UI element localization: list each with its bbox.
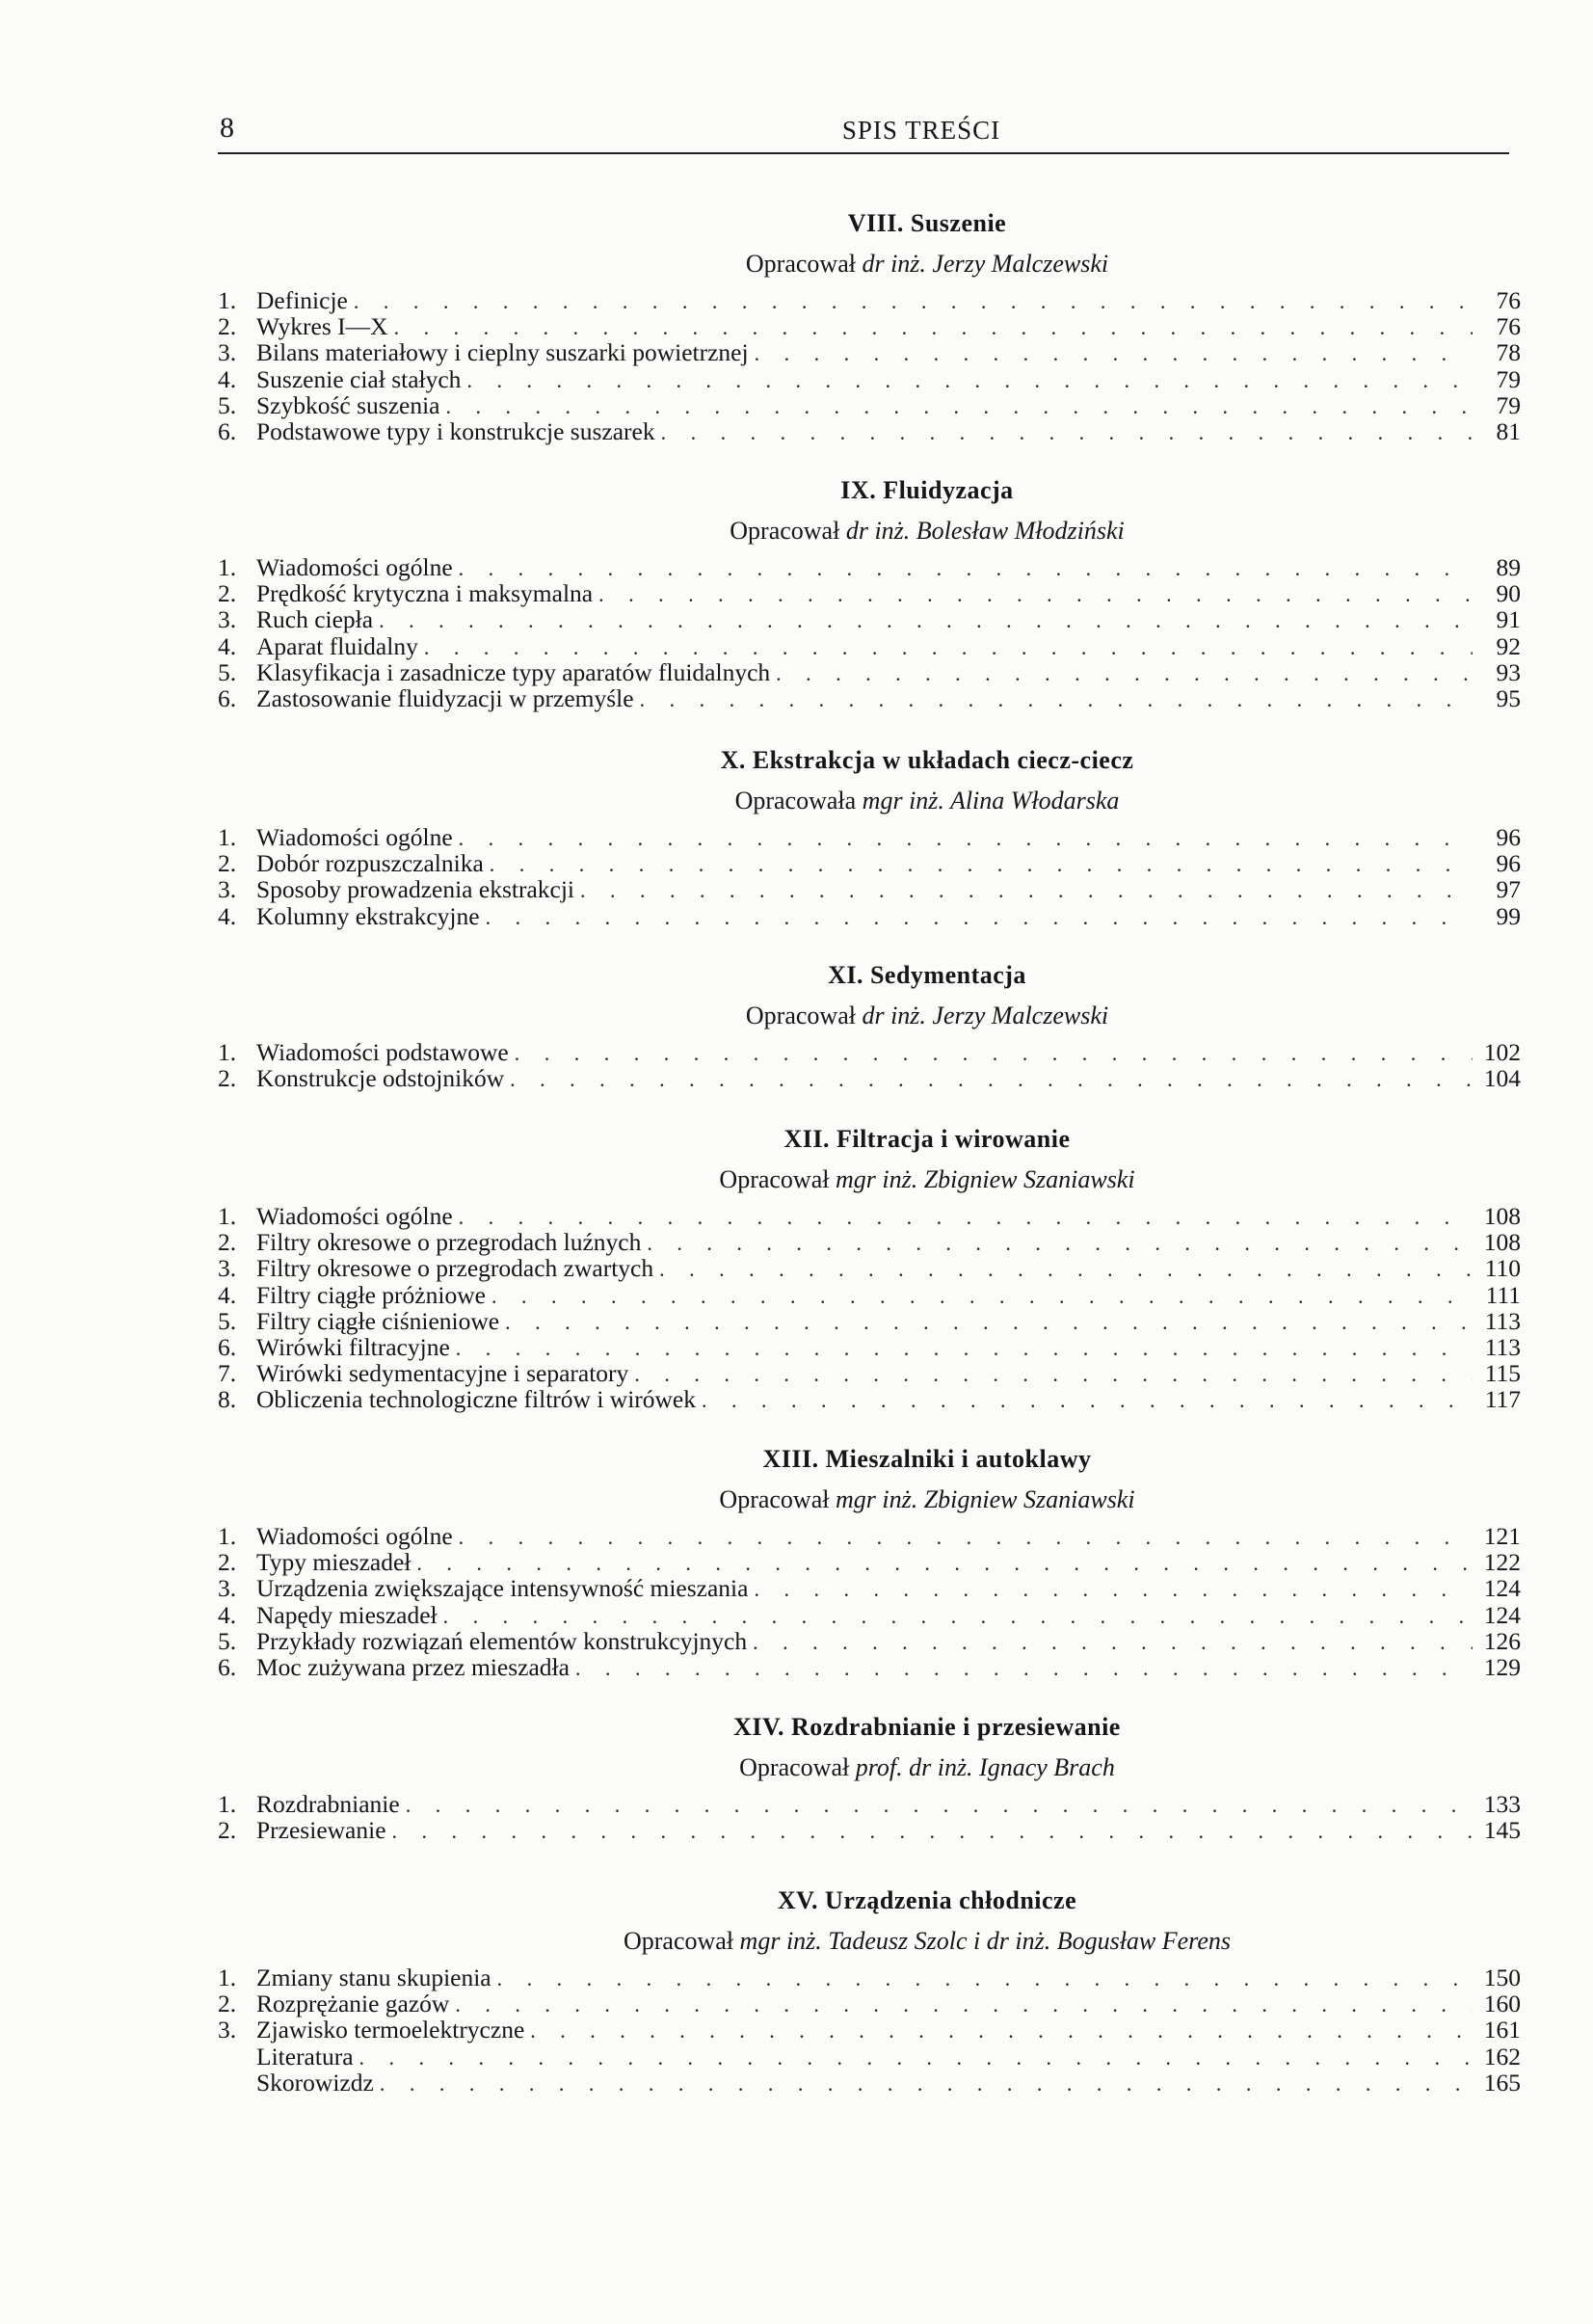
entry-title: Zmiany stanu skupienia [256, 1963, 491, 1991]
entry-page-number: 126 [1483, 1626, 1521, 1655]
entry-title: Zjawisko termoelektryczne [256, 2016, 525, 2044]
dot-leader [354, 288, 1473, 314]
entry-number: 4. [218, 631, 237, 660]
dot-leader [394, 314, 1473, 340]
entry-number: 4. [218, 364, 237, 393]
entry-title: Literatura [256, 2042, 354, 2070]
entry-number: 1. [218, 1038, 237, 1066]
entry-title: Filtry ciągłe próżniowe [256, 1280, 486, 1309]
entry-number: 4. [218, 901, 237, 930]
dot-leader [416, 1550, 1473, 1576]
section-author [218, 1161, 1521, 1199]
entry-number: 4. [218, 1600, 237, 1629]
toc-entry[interactable] [218, 580, 1521, 606]
toc-entry[interactable] [218, 1229, 1521, 1255]
entry-page-number: 76 [1496, 286, 1521, 314]
toc-entry[interactable] [218, 1282, 1521, 1308]
entry-page-number: 79 [1496, 364, 1521, 393]
entry-page-number: 124 [1483, 1574, 1521, 1603]
toc-section [218, 202, 1521, 444]
entry-number: 2. [218, 312, 237, 341]
entry-title: Wykres I—X [256, 312, 388, 341]
dot-leader [510, 1066, 1473, 1092]
section-title: VIII. Suszenie [847, 209, 1007, 237]
entry-page-number: 108 [1483, 1202, 1521, 1230]
author-name: mgr inż. Alina Włodarska [862, 787, 1120, 815]
entry-number: 6. [218, 1332, 237, 1361]
entry-title: Typy mieszadeł [256, 1548, 412, 1577]
toc-entry[interactable] [218, 287, 1521, 313]
author-prefix: Opracował [719, 1165, 830, 1193]
dot-leader [455, 1991, 1473, 2017]
entry-number: 6. [218, 1652, 237, 1681]
toc-section [218, 739, 1521, 929]
author-name: mgr inż. Zbigniew Szaniawski [835, 1485, 1135, 1513]
entry-title: Dobór rozpuszczalnika [256, 849, 484, 878]
author-name: dr inż. Jerzy Malczewski [862, 250, 1109, 278]
toc-entry[interactable] [218, 1654, 1521, 1680]
author-name: prof. dr inż. Ignacy Brach [855, 1753, 1115, 1781]
dot-leader [659, 1256, 1473, 1282]
entry-title: Rozdrabnianie [256, 1790, 400, 1818]
toc-entry[interactable] [218, 1065, 1521, 1091]
toc-entry[interactable] [218, 1791, 1521, 1817]
toc-entry[interactable] [218, 1549, 1521, 1575]
entry-page-number: 122 [1483, 1548, 1521, 1577]
entry-title: Wirówki filtracyjne [256, 1332, 450, 1361]
entry-title: Skorowizdz [256, 2068, 374, 2097]
entry-title: Wiadomości ogólne [256, 553, 453, 581]
dot-leader [486, 904, 1473, 930]
author-prefix: Opracował [745, 250, 856, 278]
entry-number: 6. [218, 416, 237, 445]
entry-number: 2. [218, 1990, 237, 2018]
entry-title: Filtry okresowe o przegrodach luźnych [256, 1228, 642, 1257]
dot-leader [754, 1576, 1473, 1602]
toc-entry[interactable] [218, 1628, 1521, 1654]
entry-title: Klasyfikacja i zasadnicze typy aparatów fluidalnych [256, 657, 771, 686]
toc-entry[interactable] [218, 2070, 1521, 2096]
entry-number: 3. [218, 1574, 237, 1603]
entry-number: 6. [218, 683, 237, 712]
entry-title: Podstawowe typy i konstrukcje suszarek [256, 416, 655, 445]
entry-title: Definicje [256, 286, 348, 314]
toc-entry[interactable] [218, 1575, 1521, 1601]
toc-entry[interactable] [218, 903, 1521, 929]
toc-entry[interactable] [218, 1817, 1521, 1843]
dot-leader [640, 686, 1473, 712]
entry-number: 1. [218, 1963, 237, 1991]
entry-number: 5. [218, 657, 237, 686]
entry-page-number: 115 [1484, 1359, 1521, 1388]
entry-title: Urządzenia zwiększające intensywność mieszania [256, 1574, 749, 1603]
toc-entry[interactable] [218, 606, 1521, 632]
author-name: dr inż. Jerzy Malczewski [862, 1002, 1109, 1029]
entry-number: 2. [218, 849, 237, 878]
entry-number: 1. [218, 553, 237, 581]
entry-page-number: 113 [1484, 1306, 1521, 1335]
entry-page-number: 111 [1485, 1280, 1521, 1309]
toc-entry[interactable] [218, 1203, 1521, 1229]
toc-entry[interactable] [218, 1255, 1521, 1281]
dot-leader [515, 1040, 1473, 1066]
entry-page-number: 117 [1484, 1385, 1521, 1414]
toc-entry[interactable] [218, 339, 1521, 365]
entry-page-number: 90 [1496, 579, 1521, 608]
toc-entry[interactable] [218, 2017, 1521, 2043]
toc-entry[interactable] [218, 1308, 1521, 1334]
dot-leader [505, 1309, 1473, 1335]
toc-entry[interactable] [218, 633, 1521, 659]
entry-title: Wirówki sedymentacyjne i separatory [256, 1359, 629, 1388]
toc-entry[interactable] [218, 554, 1521, 580]
entry-number: 1. [218, 823, 237, 851]
toc-section [218, 469, 1521, 711]
entry-title: Zastosowanie fluidyzacji w przemyśle [256, 683, 634, 712]
toc-entry[interactable] [218, 392, 1521, 418]
dot-leader [647, 1230, 1473, 1256]
entry-number: 3. [218, 2016, 237, 2044]
entry-title: Szybkość suszenia [256, 390, 440, 419]
toc-section [218, 954, 1521, 1091]
toc-entry[interactable] [218, 876, 1521, 902]
dot-leader [459, 1204, 1473, 1230]
entry-page-number: 76 [1496, 312, 1521, 341]
dot-leader [755, 340, 1473, 366]
entry-number: 1. [218, 1522, 237, 1550]
entry-number: 2. [218, 579, 237, 608]
dot-leader [575, 1655, 1473, 1681]
dot-leader [776, 660, 1473, 686]
section-author [218, 512, 1521, 550]
dot-leader [634, 1361, 1473, 1387]
entry-page-number: 91 [1496, 605, 1521, 634]
dot-leader [446, 393, 1473, 419]
toc-entry[interactable] [218, 1334, 1521, 1360]
running-title: SPIS TREŚCI [841, 116, 1001, 145]
author-name: mgr inż. Zbigniew Szaniawski [835, 1165, 1135, 1193]
entry-number: 2. [218, 1816, 237, 1845]
section-title: X. Ekstrakcja w układach ciecz-ciecz [720, 746, 1134, 774]
entry-title: Wiadomości podstawowe [256, 1038, 509, 1066]
section-author [218, 245, 1521, 283]
entry-title: Sposoby prowadzenia ekstrakcji [256, 875, 574, 904]
dot-leader [406, 1792, 1473, 1818]
author-prefix: Opracował [730, 517, 840, 545]
toc-entry[interactable] [218, 1964, 1521, 1990]
dot-leader [490, 851, 1473, 877]
entry-number: 2. [218, 1228, 237, 1257]
entry-page-number: 121 [1483, 1522, 1521, 1550]
toc-section [218, 1880, 1521, 2096]
entry-page-number: 78 [1496, 338, 1521, 367]
toc-entry[interactable] [218, 418, 1521, 444]
dot-leader [456, 1335, 1473, 1361]
entry-number: 3. [218, 605, 237, 634]
entry-page-number: 160 [1483, 1990, 1521, 2018]
dot-leader [459, 555, 1473, 581]
entry-title: Obliczenia technologiczne filtrów i wirówek [256, 1385, 696, 1414]
section-title: XI. Sedymentacja [828, 961, 1026, 989]
dot-leader [379, 607, 1473, 633]
toc-entry[interactable] [218, 824, 1521, 850]
entry-number: 5. [218, 390, 237, 419]
entry-page-number: 89 [1496, 553, 1521, 581]
entry-page-number: 102 [1483, 1038, 1521, 1066]
entry-number: 3. [218, 1254, 237, 1283]
section-author [218, 782, 1521, 820]
entry-title: Konstrukcje odstojników [256, 1064, 505, 1093]
author-prefix: Opracował [745, 1002, 856, 1029]
entry-title: Ruch ciepła [256, 605, 374, 634]
entry-number: 4. [218, 1280, 237, 1309]
toc-section [218, 1438, 1521, 1680]
entry-number: 1. [218, 286, 237, 314]
toc-section [218, 1706, 1521, 1843]
author-prefix: Opracował [739, 1753, 850, 1781]
dot-leader [530, 2017, 1473, 2044]
entry-number: 1. [218, 1202, 237, 1230]
dot-leader [491, 1283, 1473, 1309]
entry-number: 5. [218, 1626, 237, 1655]
toc-entry[interactable] [218, 2044, 1521, 2070]
entry-title: Wiadomości ogólne [256, 1202, 453, 1230]
entry-title: Filtry ciągłe ciśnieniowe [256, 1306, 500, 1335]
entry-title: Suszenie ciał stałych [256, 364, 462, 393]
author-prefix: Opracowała [734, 787, 857, 815]
section-title: IX. Fluidyzacja [840, 476, 1014, 504]
page-number: 8 [220, 112, 234, 144]
entry-number: 5. [218, 1306, 237, 1335]
toc-entry[interactable] [218, 313, 1521, 339]
toc-entry[interactable] [218, 1990, 1521, 2017]
entry-page-number: 129 [1483, 1652, 1521, 1681]
entry-page-number: 108 [1483, 1228, 1521, 1257]
entry-number: 3. [218, 338, 237, 367]
entry-page-number: 150 [1483, 1963, 1521, 1991]
entry-page-number: 165 [1483, 2068, 1521, 2097]
toc-entry[interactable] [218, 1039, 1521, 1065]
entry-page-number: 95 [1496, 683, 1521, 712]
entry-title: Kolumny ekstrakcyjne [256, 901, 480, 930]
dot-leader [466, 367, 1473, 393]
section-title: XII. Filtracja i wirowanie [783, 1125, 1071, 1153]
dot-leader [580, 877, 1473, 903]
toc-entry[interactable] [218, 1523, 1521, 1549]
section-title: XIII. Mieszalniki i autoklawy [762, 1445, 1092, 1473]
entry-title: Moc zużywana przez mieszadła [256, 1652, 570, 1681]
entry-page-number: 161 [1483, 2016, 1521, 2044]
toc-section [218, 1118, 1521, 1413]
toc-entry[interactable] [218, 1602, 1521, 1628]
entry-title: Aparat fluidalny [256, 631, 418, 660]
entry-page-number: 124 [1483, 1600, 1521, 1629]
entry-title: Bilans materiałowy i cieplny suszarki powietrznej [256, 338, 749, 367]
author-name: dr inż. Bolesław Młodziński [845, 517, 1125, 545]
entry-title: Napędy mieszadeł [256, 1600, 438, 1629]
entry-title: Przesiewanie [256, 1816, 386, 1845]
entry-number: 2. [218, 1064, 237, 1093]
entry-page-number: 79 [1496, 390, 1521, 419]
dot-leader [497, 1965, 1473, 1991]
entry-title: Wiadomości ogólne [256, 1522, 453, 1550]
entry-number: 3. [218, 875, 237, 904]
entry-number: 8. [218, 1385, 237, 1414]
entry-page-number: 97 [1496, 875, 1521, 904]
entry-page-number: 104 [1483, 1064, 1521, 1093]
dot-leader [661, 419, 1473, 445]
toc-entry[interactable] [218, 1360, 1521, 1386]
entry-page-number: 96 [1496, 849, 1521, 878]
entry-title: Wiadomości ogólne [256, 823, 453, 851]
entry-page-number: 93 [1496, 657, 1521, 686]
entry-title: Przykłady rozwiązań elementów konstrukcyjnych [256, 1626, 748, 1655]
entry-page-number: 162 [1483, 2042, 1521, 2070]
dot-leader [424, 634, 1473, 660]
entry-title: Rozprężanie gazów [256, 1990, 450, 2018]
dot-leader [459, 1524, 1473, 1550]
entry-page-number: 96 [1496, 823, 1521, 851]
toc-entry[interactable] [218, 1386, 1521, 1412]
entry-page-number: 81 [1496, 416, 1521, 445]
entry-number: 2. [218, 1548, 237, 1577]
toc-entry[interactable] [218, 659, 1521, 685]
dot-leader [459, 825, 1473, 851]
dot-leader [359, 2044, 1473, 2070]
section-author [218, 997, 1521, 1035]
entry-number: 1. [218, 1790, 237, 1818]
dot-leader [753, 1629, 1473, 1655]
dot-leader [392, 1818, 1473, 1844]
entry-page-number: 99 [1496, 901, 1521, 930]
dot-leader [380, 2070, 1473, 2097]
entry-title: Prędkość krytyczna i maksymalna [256, 579, 594, 608]
dot-leader [443, 1603, 1473, 1629]
toc-entry[interactable] [218, 685, 1521, 711]
toc-entry[interactable] [218, 850, 1521, 876]
entry-title: Filtry okresowe o przegrodach zwartych [256, 1254, 654, 1283]
entry-page-number: 113 [1484, 1332, 1521, 1361]
section-author [218, 1749, 1521, 1787]
entry-number: 7. [218, 1359, 237, 1388]
author-prefix: Opracował [719, 1485, 830, 1513]
author-name: mgr inż. Tadeusz Szolc i dr inż. Bogusław Ferens [739, 1927, 1231, 1955]
section-title: XIV. Rozdrabnianie i przesiewanie [733, 1713, 1121, 1741]
dot-leader [702, 1387, 1473, 1413]
entry-page-number: 133 [1483, 1790, 1521, 1818]
entry-page-number: 92 [1496, 631, 1521, 660]
section-author [218, 1922, 1521, 1961]
section-author [218, 1481, 1521, 1519]
dot-leader [598, 581, 1473, 607]
entry-page-number: 145 [1483, 1816, 1521, 1845]
section-title: XV. Urządzenia chłodnicze [777, 1886, 1077, 1914]
author-prefix: Opracował [623, 1927, 734, 1955]
entry-page-number: 110 [1484, 1254, 1521, 1283]
toc-entry[interactable] [218, 366, 1521, 392]
page-header [218, 108, 1509, 154]
